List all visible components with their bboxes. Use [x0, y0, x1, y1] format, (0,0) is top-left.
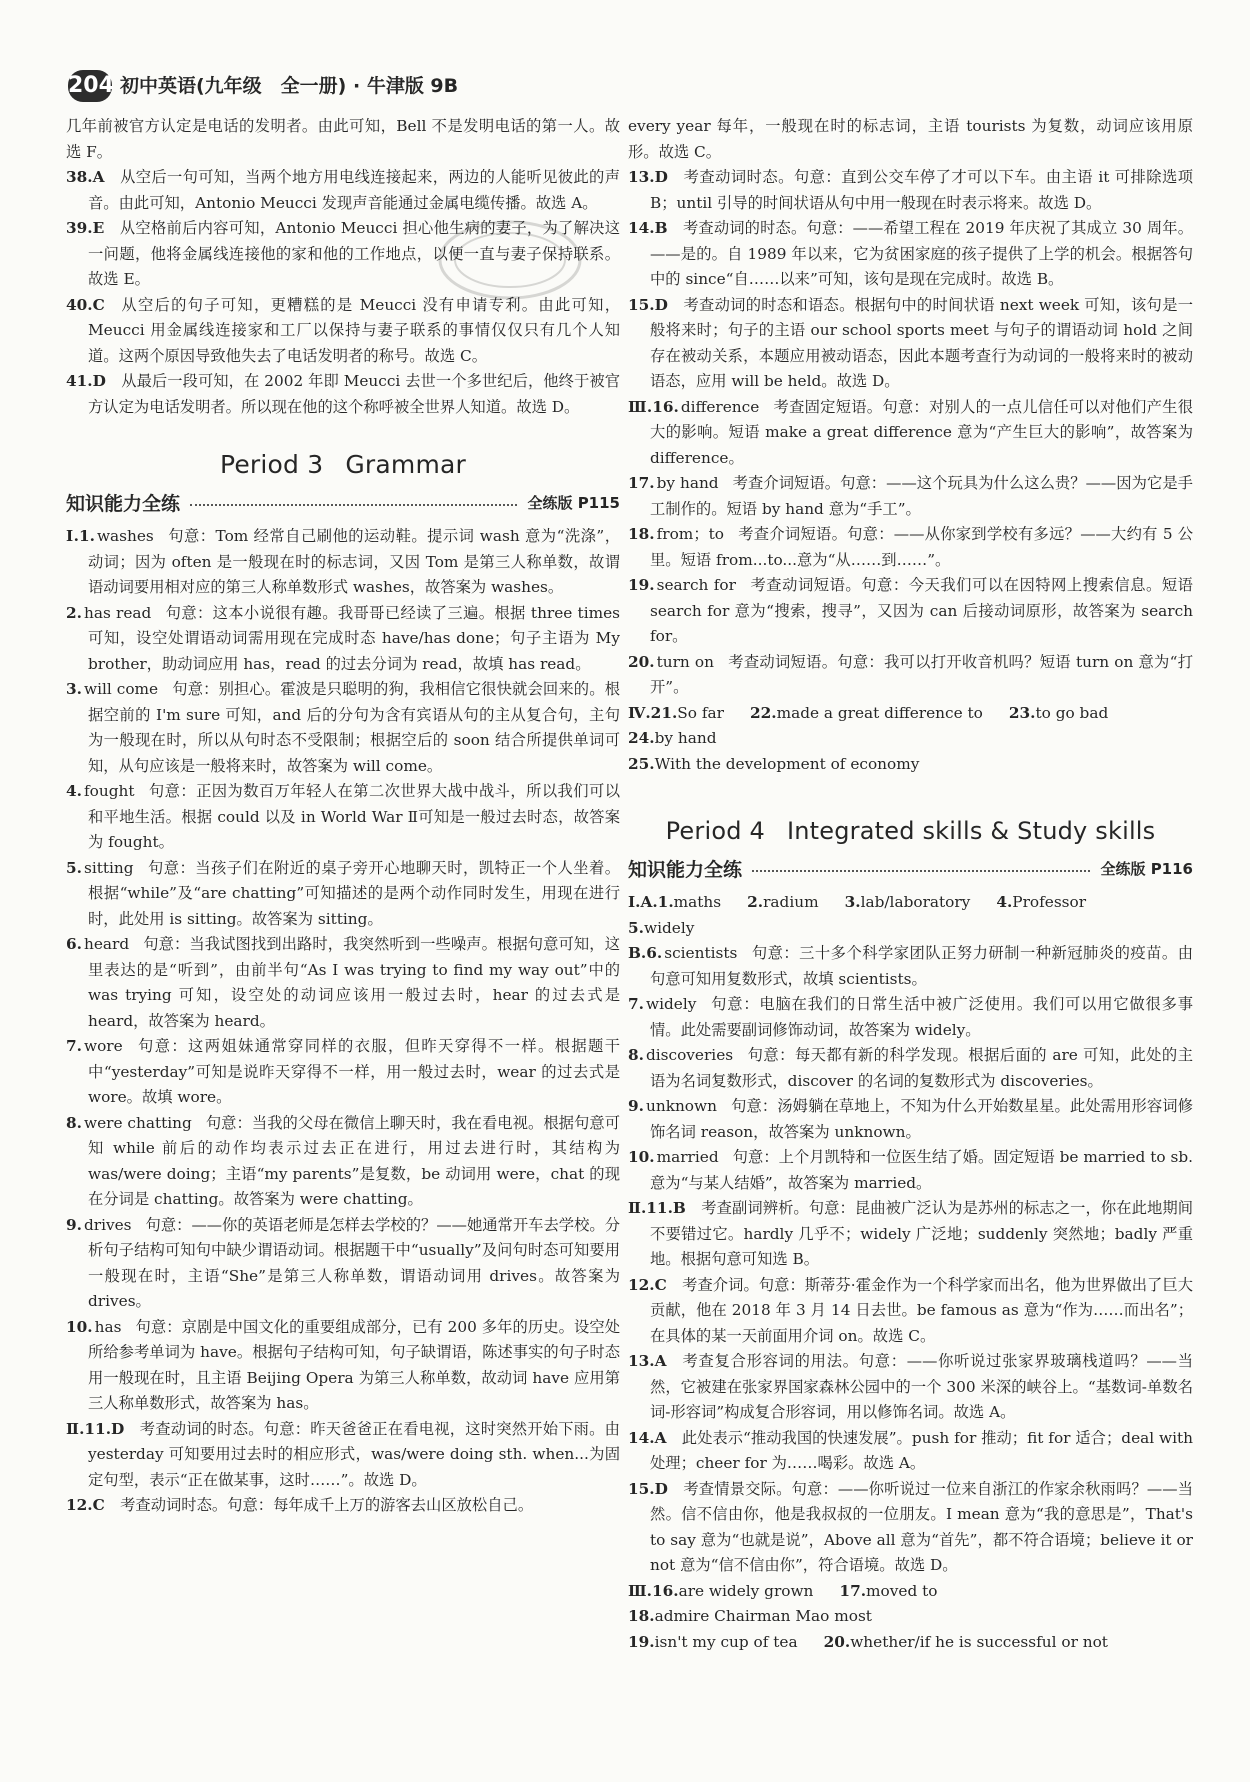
period-4-title	[628, 817, 1193, 845]
explanation-text: 句意：京剧是中国文化的重要组成部分，已有 200 多年的历史。设空处所给参考单词为 have。根据句子结构可知，句子缺谓语，陈述事实的句子时态用一般现在时，且主语 Beijing Opera 为第三人称单数，故动词 have 应用第三人称单数形式，故答案为 has。	[88, 1317, 620, 1412]
answer-text: unknown	[645, 1097, 717, 1115]
question-number: 12.C	[628, 1275, 667, 1294]
question-number: 2.	[747, 893, 764, 911]
answer-text: lab/laboratory	[860, 893, 971, 911]
explanation-text: 考查介词短语。句意：——从你家到学校有多远？——大约有 5 公里。短语 from...to...意为“从……到……”。	[650, 525, 1193, 569]
answer-row-i	[628, 890, 1193, 941]
explanation-text: every year 每年，一般现在时的标志词，主语 tourists 为复数，动词应该用原形。故选 C。	[628, 117, 1193, 161]
answer-text: isn't my cup of tea	[654, 1632, 798, 1651]
answer-entry	[628, 941, 1193, 992]
answer-entry	[66, 1213, 620, 1315]
question-number: 14.A	[628, 1428, 667, 1447]
answer-text: maths	[673, 893, 722, 911]
answer-text: difference	[680, 397, 760, 416]
answer-entry	[628, 165, 1193, 216]
inline-answer	[747, 890, 818, 916]
answer-entry	[66, 293, 620, 370]
question-number: 3.	[844, 893, 861, 911]
answer-entry	[66, 1493, 620, 1519]
question-number: 20.	[628, 652, 655, 671]
answer-entry	[66, 677, 620, 779]
answer-entry	[628, 114, 1193, 165]
question-number: 41.D	[66, 372, 106, 390]
answer-text: widely	[645, 995, 697, 1013]
answer-text: to go bad	[1035, 703, 1109, 722]
answer-text: scientists	[664, 944, 738, 962]
explanation-text: 考查复合形容词的用法。句意：——你听说过张家界玻璃栈道吗？——当然，它被建在张家界国家森林公园中的一个 300 米深的峡谷上。“基数词-单数名词-形容词”构成复合形容词，用以修饰名词。故选 A。	[650, 1352, 1193, 1421]
question-number: 5.	[66, 858, 82, 877]
answer-entry	[628, 1094, 1193, 1145]
answer-entry	[66, 932, 620, 1034]
answer-entry	[628, 293, 1193, 395]
question-number: 7.	[66, 1037, 82, 1055]
explanation-text: 句意：别担心。霍波是只聪明的狗，我相信它很快就会回来的。根据空前的 I'm sure 可知，and 后的分句为含有宾语从句的主从复合句，主句为一般现在时，所以从句时态不受限制；根据空后的 soon 结合所提供单词可知，从句应该是一般将来时，故答案为 will come。	[88, 680, 620, 775]
answer-entry	[66, 601, 620, 678]
explanation-text: 句意：正因为数百万年轻人在第二次世界大战中战斗，所以我们可以和平地生活。根据 could 以及 in World War Ⅱ可知是一般过去时态，故答案为 fought。	[88, 782, 620, 851]
answer-text: radium	[763, 893, 819, 911]
question-number: 38.A	[66, 168, 105, 186]
period-3-label: Period 3	[219, 450, 324, 479]
book-title: 初中英语(九年级 全一册) · 牛津版 9B	[120, 75, 459, 97]
section-reference: 全练版 P115	[527, 494, 620, 512]
answer-entry	[628, 395, 1193, 472]
inline-answer	[628, 916, 694, 942]
answer-entry	[628, 1043, 1193, 1094]
page-header	[58, 70, 1190, 104]
answer-text: discoveries	[645, 1046, 734, 1064]
question-number: Ⅰ.A.1.	[628, 893, 674, 911]
answer-list	[628, 114, 1193, 701]
answer-text: by hand	[654, 729, 717, 747]
answer-text: are widely grown	[678, 1581, 814, 1600]
answer-text: heard	[83, 935, 130, 953]
question-number: 12.C	[66, 1496, 105, 1514]
explanation-text: 考查动词短语。句意：我可以打开收音机吗？短语 turn on 意为“打开”。	[650, 652, 1194, 696]
section-title: 知识能力全练	[628, 859, 743, 881]
answer-entry	[66, 1111, 620, 1213]
question-number: Ⅱ.11.B	[628, 1199, 686, 1217]
answer-entry	[628, 522, 1193, 573]
answer-entry	[628, 216, 1193, 293]
answer-entry	[66, 1417, 620, 1494]
question-number: 9.	[628, 1097, 644, 1115]
explanation-text: 句意：每天都有新的科学发现。根据后面的 are 可知，此处的主语为名词复数形式，discover 的名词的复数形式为 discoveries。	[650, 1046, 1193, 1090]
inline-answer	[628, 1604, 872, 1630]
answer-row-iii	[628, 1579, 1193, 1630]
question-number: 14.B	[628, 219, 668, 237]
question-number: 8.	[628, 1046, 644, 1064]
question-number: 19.	[628, 1632, 655, 1651]
explanation-text: 考查动词时态。句意：直到公交车停了才可以下车。由主语 it 可排除选项 B；until 引导的时间状语从句中用一般现在时表示将来。故选 D。	[650, 168, 1193, 212]
question-number: 24.	[628, 729, 655, 747]
answer-text: drives	[83, 1215, 132, 1234]
answer-text: moved to	[866, 1581, 938, 1600]
inline-answer	[628, 890, 721, 916]
explanation-text: 从最后一段可知，在 2002 年即 Meucci 去世一个多世纪后，他终于被官方认定为电话发明者。所以现在他的这个称呼被全世界人知道。故选 D。	[88, 372, 620, 416]
explanation-text: 考查动词的时态。句意：——希望工程在 2019 年庆祝了其成立 30 周年。——是的。自 1989 年以来，它为贫困家庭的孩子提供了上学的机会。根据答句中的 since“自……以来”可知，该句是现在完成时。故选 B。	[650, 219, 1193, 288]
question-number: 10.	[628, 1148, 655, 1166]
answer-entry	[628, 1477, 1193, 1579]
explanation-text: 句意：这本小说很有趣。我哥哥已经读了三遍。根据 three times 可知，设空处谓语动词需用现在完成时态 have/has done；句子主语为 My brother，助动词应用 has，read 的过去分词为 read，故填 has read。	[88, 603, 620, 673]
explanation-text: 考查动词时态。句意：每年成千上万的游客去山区放松自己。	[120, 1496, 534, 1514]
explanation-text: 考查动词的时态和语态。根据句中的时间状语 next week 可知，该句是一般将来时；句子的主语 our school sports meet 与句子的谓语动词 hold 之间存在被动关系，本题应用被动语态，因此本题考查行为动词的一般将来时的被动语态，应用 will be held。故选 D。	[650, 295, 1193, 390]
explanation-text: 句意：三十多个科学家团队正努力研制一种新冠肺炎的疫苗。由句意可知用复数形式，故填 scientists。	[650, 944, 1193, 988]
period-3-title	[66, 450, 620, 479]
answer-entry	[66, 165, 620, 216]
question-number: 4.	[66, 782, 82, 800]
question-number: 39.E	[66, 219, 105, 237]
question-number: Ⅰ.1.	[66, 527, 95, 545]
explanation-text: 句意：Tom 经常自己刷他的运动鞋。提示词 wash 意为“洗涤”，动词；因为 often 是一般现在时的标志词，又因 Tom 是第三人称单数，故谓语动词要用相对应的第三人称单数形式 washes，故答案为 washes。	[88, 527, 621, 596]
answer-text: sitting	[83, 858, 134, 877]
question-number: 22.	[749, 703, 777, 722]
question-number: Ⅳ.21.	[628, 703, 678, 722]
inline-answer	[628, 726, 717, 752]
explanation-text: 考查动词短语。句意：今天我们可以在因特网上搜索信息。短语 search for 意为“搜索，搜寻”，又因为 can 后接动词原形，故答案为 search for。	[650, 576, 1193, 645]
answer-text: whether/if he is successful or not	[850, 1632, 1108, 1651]
question-number: 23.	[1008, 703, 1036, 722]
question-number: 25.	[628, 754, 655, 773]
answer-entry	[66, 216, 620, 293]
answer-text: search for	[656, 576, 736, 594]
question-number: 4.	[996, 893, 1013, 911]
dotted-leader	[190, 504, 517, 506]
answer-row-iv	[628, 701, 1193, 752]
explanation-text: 考查副词辨析。句意：昆曲被广泛认为是苏州的标志之一，你在此地期间不要错过它。hardly 几乎不；widely 广泛地；suddenly 突然地；badly 严重地。根据句意可知选 B。	[650, 1199, 1193, 1268]
section-reference: 全练版 P116	[1100, 860, 1193, 878]
answer-text: turn on	[656, 652, 714, 671]
explanation-text: 从空后的句子可知，更糟糕的是 Meucci 没有申请专利。由此可知，Meucci 用金属线连接家和工厂以保持与妻子联系的事情仅仅只有几个人知道。这两个原因导致他失去了电话发明者的称号。故选 C。	[88, 295, 620, 365]
inline-answer	[839, 1579, 937, 1605]
inline-answer	[1009, 701, 1108, 727]
answer-row-25	[628, 752, 1193, 778]
answer-entry	[66, 779, 620, 856]
question-number: 13.D	[628, 168, 668, 186]
question-number: 19.	[628, 576, 655, 594]
question-number: 9.	[66, 1215, 82, 1234]
answer-entry	[628, 573, 1193, 650]
inline-answer	[750, 701, 983, 727]
question-number: B.6.	[628, 944, 663, 962]
explanation-text: 考查情景交际。句意：——你听说过一位来自浙江的作家余秋雨吗？——当然。信不信由你，他是我叔叔的一位朋友。I mean 意为“我的意思是”，That's to say 意为“也就是说”，Above all 意为“首先”，都不符合语境；believe it or not 意为“信不信由你”，符合语境。故选 D。	[650, 1479, 1193, 1574]
question-number: 20.	[823, 1632, 851, 1651]
intro-entries	[66, 114, 620, 420]
answer-entry	[628, 1349, 1193, 1426]
period-4-topic: Integrated skills & Study skills	[786, 817, 1156, 845]
answer-text: With the development of economy	[654, 754, 920, 773]
answer-text: has read	[83, 603, 152, 622]
explanation-text: 考查固定短语。句意：对别人的一点儿信任可以对他们产生很大的影响。短语 make a great difference 意为“产生巨大的影响”，故答案为 difference。	[650, 397, 1193, 467]
inline-answer	[628, 701, 724, 727]
explanation-text: 句意：电脑在我们的日常生活中被广泛使用。我们可以用它做很多事情。此处需要副词修饰动词，故答案为 widely。	[650, 995, 1193, 1039]
answer-entry	[66, 114, 620, 165]
answer-text: Professor	[1012, 893, 1087, 911]
right-column	[628, 114, 1193, 1655]
question-number: 17.	[839, 1581, 867, 1600]
explanation-text: 考查介词。句意：斯蒂芬·霍金作为一个科学家而出名，他为世界做出了巨大贡献，他在 2018 年 3 月 14 日去世。be famous as 意为“作为……而出名”；在具体的某一天前面用介词 on。故选 C。	[650, 1275, 1193, 1345]
explanation-text: 句意：汤姆躺在草地上，不知为什么开始数星星。此处需用形容词修饰名词 reason，故答案为 unknown。	[650, 1097, 1193, 1141]
explanation-text: 句意：当我试图找到出路时，我突然听到一些噪声。根据句意可知，这里表达的是“听到”，由前半句“As I was trying to find my way out”中的 was trying 可知，设空处的动词应该用一般过去时，hear 的过去式是 heard，故答案为 heard。	[88, 935, 620, 1030]
answer-entry	[628, 992, 1193, 1043]
question-number: 15.D	[628, 1479, 668, 1498]
explanation-text: 考查动词的时态。句意：昨天爸爸正在看电视，这时突然开始下雨。由 yesterday 可知要用过去时的相应形式，was/were doing sth. when...为固定句型，表示“正在做某事，这时……”。故选 D。	[88, 1419, 620, 1489]
section-heading	[628, 855, 1193, 882]
answer-text: wore	[83, 1037, 123, 1055]
inline-answer	[996, 890, 1086, 916]
section-heading	[66, 489, 620, 516]
answer-entry	[66, 1315, 620, 1417]
question-number: 10.	[66, 1317, 93, 1336]
answer-text: admire Chairman Mao most	[654, 1607, 872, 1625]
explanation-text: 从空后一句可知，当两个地方用电线连接起来，两边的人能听见彼此的声音。由此可知，Antonio Meucci 发现声音能通过金属电缆传播。故选 A。	[88, 168, 620, 212]
answer-entry	[628, 1196, 1193, 1273]
inline-answer	[628, 752, 919, 778]
inline-answer	[824, 1630, 1108, 1656]
question-number: 18.	[628, 525, 655, 543]
question-number: Ⅲ.16.	[628, 1581, 679, 1600]
question-number: 7.	[628, 995, 644, 1013]
answer-text: So far	[677, 703, 724, 722]
explanation-text: 几年前被官方认定是电话的发明者。由此可知，Bell 不是发明电话的第一人。故选 F。	[66, 117, 620, 161]
explanation-text: 句意：这两姐妹通常穿同样的衣服，但昨天穿得不一样。根据题干中“yesterday”可知是说昨天穿得不一样，用一般过去时，wear 的过去式是 wore。故填 wore。	[88, 1037, 620, 1106]
question-number: 2.	[66, 603, 82, 622]
explanation-text: 句意：上个月凯特和一位医生结了婚。固定短语 be married to sb.意为“与某人结婚”，故答案为 married。	[650, 1148, 1193, 1192]
inline-answer	[628, 1630, 798, 1656]
question-number: Ⅲ.16.	[628, 397, 679, 416]
explanation-text: 句意：——你的英语老师是怎样去学校的？——她通常开车去学校。分析句子结构可知句中缺少谓语动词。根据题干中“usually”及问句时态可知要用一般现在时，主语“She”是第三人称单数，谓语动词用 drives。故答案为 drives。	[88, 1215, 620, 1310]
left-column	[66, 114, 620, 1519]
explanation-text: 考查介词短语。句意：——这个玩具为什么这么贵？——因为它是手工制作的。短语 by hand 意为“手工”。	[650, 474, 1193, 518]
answer-text: has	[94, 1317, 122, 1336]
answer-text: washes	[96, 527, 154, 545]
question-number: 3.	[66, 680, 82, 698]
inline-answer	[628, 1579, 813, 1605]
answer-entry	[66, 369, 620, 420]
answer-list	[66, 524, 620, 1519]
explanation-text: 从空格前后内容可知，Antonio Meucci 担心他生病的妻子，为了解决这一问题，他将金属线连接他的家和他的工作地点，以便一直与妻子保持联系。故选 E。	[88, 219, 620, 288]
question-number: 40.C	[66, 295, 105, 314]
page-number: 204	[68, 70, 112, 102]
question-number: 17.	[628, 474, 655, 492]
question-number: 8.	[66, 1113, 82, 1132]
answer-text: from；to	[656, 525, 724, 543]
answer-entry	[628, 1426, 1193, 1477]
answer-entry	[66, 856, 620, 933]
answer-row-19	[628, 1630, 1193, 1656]
answer-text: will come	[83, 680, 159, 698]
explanation-text: 句意：当孩子们在附近的桌子旁开心地聊天时，凯特正一个人坐着。根据“while”及“are chatting”可知描述的是两个动作同时发生，用现在进行时，此处用 is sitting。故答案为 sitting。	[88, 858, 620, 928]
answer-text: married	[656, 1148, 719, 1166]
answer-entry	[628, 1145, 1193, 1196]
answer-entry	[66, 1034, 620, 1111]
answer-text: were chatting	[83, 1113, 192, 1132]
question-number: 6.	[66, 935, 82, 953]
answer-entry	[66, 524, 620, 601]
dotted-leader	[752, 870, 1090, 872]
answer-list	[628, 941, 1193, 1579]
answer-text: widely	[643, 918, 695, 937]
section-title: 知识能力全练	[66, 493, 181, 515]
explanation-text: 此处表示“推动我国的快速发展”。push for 推动；fit for 适合；deal with 处理；cheer for 为……喝彩。故选 A。	[650, 1428, 1193, 1472]
answer-entry	[628, 1273, 1193, 1350]
period-4-label: Period 4	[665, 817, 765, 845]
answer-text: fought	[83, 782, 135, 800]
explanation-text: 句意：当我的父母在微信上聊天时，我在看电视。根据句意可知 while 前后的动作均表示过去正在进行，用过去进行时，其结构为 was/were doing；主语“my parents”是复数，be 动词用 were，chat 的现在分词是 chatting。故答案为 were chatting。	[88, 1113, 620, 1208]
question-number: 13.A	[628, 1352, 667, 1370]
answer-entry	[628, 650, 1193, 701]
answer-text: made a great difference to	[776, 703, 983, 722]
inline-answer	[845, 890, 971, 916]
answer-text: by hand	[656, 474, 719, 492]
answer-entry	[628, 471, 1193, 522]
question-number: 5.	[628, 918, 644, 937]
period-3-topic: Grammar	[345, 450, 467, 479]
question-number: 15.D	[628, 295, 668, 314]
question-number: Ⅱ.11.D	[66, 1419, 125, 1438]
question-number: 18.	[628, 1607, 655, 1625]
